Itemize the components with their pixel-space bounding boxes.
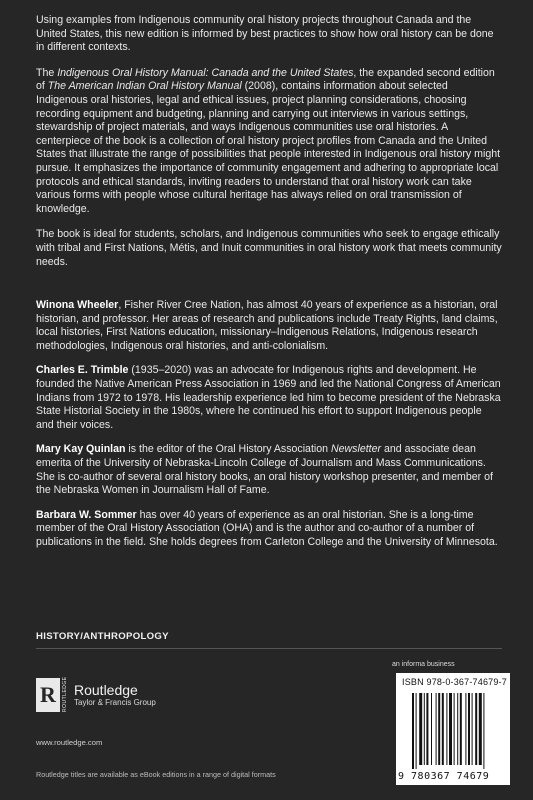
barcode-bar: [442, 693, 444, 765]
publisher-name: Routledge: [74, 681, 138, 698]
barcode-bars-icon: [412, 693, 502, 769]
author-name: Barbara W. Sommer: [36, 508, 137, 521]
barcode-bar: [436, 693, 437, 765]
barcode-bar: [472, 693, 473, 765]
author-bio: [36, 299, 502, 353]
barcode-bar: [424, 693, 425, 765]
author-name: Winona Wheeler: [36, 299, 119, 312]
barcode-bar: [475, 693, 477, 765]
barcode-bar: [479, 693, 482, 765]
barcode-bar: [438, 693, 440, 765]
barcode-bar: [446, 693, 447, 765]
barcode-bar: [426, 693, 428, 765]
barcode-bar: [468, 693, 470, 765]
barcode-bar: [483, 693, 484, 769]
routledge-logo-icon: R: [36, 678, 60, 712]
divider: [36, 648, 502, 649]
bio-text: (1935–2020) was an advocate for Indigenous rights and development. He founded the Native American Press Association in 1969 and led the National Congress of American Indians from 1972 to 1978. His leadership experience led him to become president of the Nebraska State Historial Society in the 1980s, where he continued his effort to support Indigenous people and their voices.: [36, 364, 501, 431]
back-cover-text: [36, 14, 502, 561]
bio-text: and associate dean emerita of the University of Nebraska-Lincoln College of Journalism and Mass Communications. She is co-author of several oral history books, an oral history workshop presenter, and member of the Nebraska Women in Journalism Hall of Fame.: [36, 443, 493, 497]
barcode-bar: [419, 693, 422, 765]
informa-note: an informa business: [392, 661, 455, 668]
blurb-text: (2008), contains information about selected Indigenous oral histories, legal and ethical issues, project planning considerations, choosing recording equipment and budgeting, planning and carrying out interviews in various settings, stewardship of project materials, and ways Indigenous communities use oral histories. A centerpiece of the book is a collection of oral history project profiles from Canada and the United States that illustrate the range of possibilities that people interested in Indigenous oral history might pursue. It emphasizes the importance of community engagement and adhering to appropriate local protocols and ethical standards, inviting readers to understand that oral history work can take various forms with people whose cultural heritage has always relied on oral transmission of knowledge.: [36, 80, 501, 215]
newsletter-title: Newsletter: [330, 443, 382, 456]
barcode-bar: [431, 693, 432, 765]
barcode-bar: [457, 693, 458, 765]
bio-text: has over 40 years of experience as an oral historian. She is a long-time member of the Oral History Association (OHA) and is the author and co-author of a number of publications in the field. She holds degrees from Carleton College and the University of Minnesota.: [36, 508, 498, 548]
author-bio: [36, 509, 502, 550]
author-name: Charles E. Trimble: [36, 364, 129, 377]
blurb-paragraph-3: The book is ideal for students, scholars, and Indigenous communities who seek to engage ethically with tribal and First Nations, Métis, and Inuit communities in oral history work that meets community needs.: [36, 228, 502, 268]
blurb-text: The: [36, 66, 58, 79]
barcode-bar: [449, 693, 452, 765]
previous-edition-title: The American Indian Oral History Manual: [47, 80, 242, 93]
barcode-bar: [460, 693, 462, 765]
bio-text: , Fisher River Cree Nation, has almost 40 years of experience as a historian, oral historian, and professor. Her areas of research and publications include Treaty Rights, land claims, local histories, First Nations education, missionary–Indigenous Relations, Indigenous research methodologies, Indigenous oral histories, and anti-colonialism.: [36, 299, 498, 352]
barcode: [396, 673, 510, 785]
book-title: Indigenous Oral History Manual: Canada and the United States: [57, 66, 354, 79]
ebook-note: Routledge titles are available as eBook editions in a range of digital formats: [36, 770, 276, 779]
author-bio: [36, 364, 502, 432]
barcode-bar: [416, 693, 417, 769]
author-name: Mary Kay Quinlan: [36, 443, 126, 456]
barcode-bar: [465, 693, 466, 765]
barcode-bar: [412, 693, 414, 769]
publisher-logo: [36, 678, 236, 712]
logo-side-text: ROUTLEDGE: [62, 676, 68, 712]
author-bio: [36, 443, 502, 497]
blurb-paragraph-1: Using examples from Indigenous community oral history projects throughout Canada and the United States, this new edition is informed by best practices to show how oral history can be done in different contexts.: [36, 14, 494, 54]
blurb-paragraph-2: [36, 67, 502, 217]
isbn: ISBN 978-0-367-74679-7: [402, 677, 507, 687]
barcode-number: 9 780367 74679: [398, 771, 490, 782]
publisher-group: Taylor & Francis Group: [74, 697, 156, 707]
blurb-text: , the expanded second edition of: [36, 66, 495, 93]
bio-text: is the editor of the Oral History Association: [125, 443, 331, 456]
subject-category: HISTORY/ANTHROPOLOGY: [36, 631, 169, 642]
publisher-url: www.routledge.com: [36, 738, 103, 747]
barcode-bar: [454, 693, 455, 765]
